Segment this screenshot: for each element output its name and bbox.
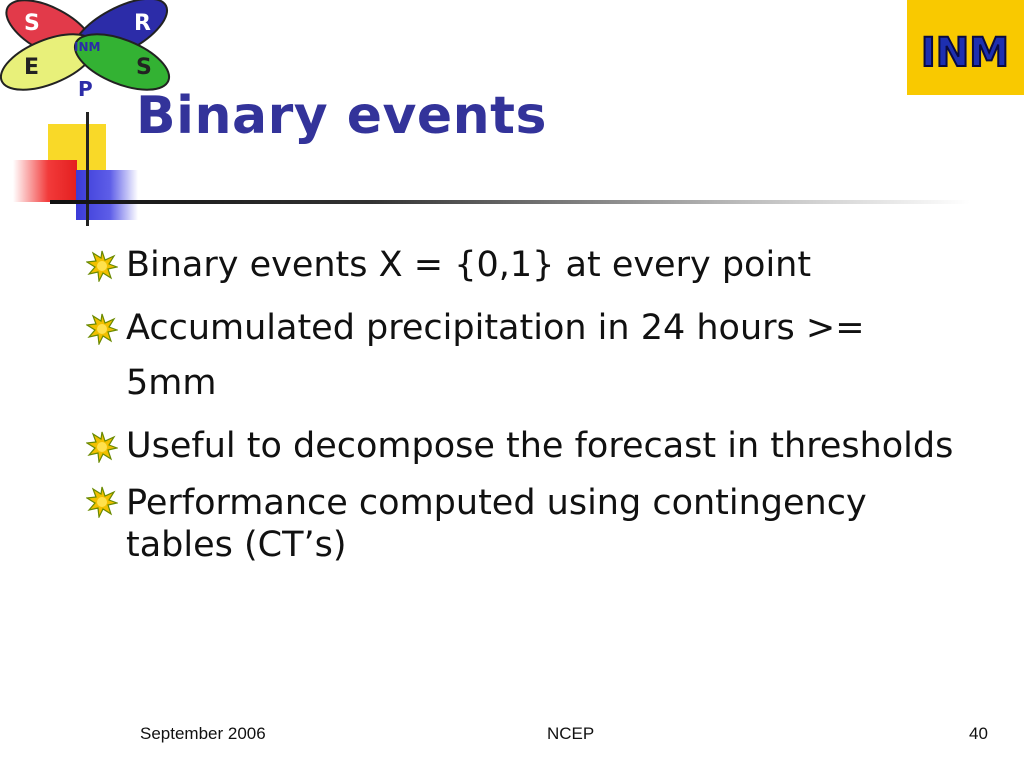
logo-letter-s1: S bbox=[24, 11, 40, 36]
starburst-bullet-icon bbox=[86, 250, 118, 282]
slide-title: Binary events bbox=[136, 86, 547, 146]
starburst-bullet-icon bbox=[86, 431, 118, 463]
starburst-bullet-icon bbox=[86, 313, 118, 345]
bullet-text: Accumulated precipitation in 24 hours >= 5mm bbox=[126, 308, 865, 403]
bullet-text: Binary events X = {0,1} at every point bbox=[126, 245, 812, 285]
logo-letter-p: P bbox=[78, 77, 93, 100]
bullet-item bbox=[86, 419, 966, 474]
sreps-logo bbox=[0, 0, 180, 100]
title-underline bbox=[50, 200, 970, 204]
page-number: 40 bbox=[969, 724, 988, 743]
decor-red-bar bbox=[13, 160, 77, 202]
bullet-item bbox=[86, 482, 966, 566]
inm-logo-text: INM bbox=[920, 30, 1010, 76]
bullet-text: Performance computed using contingency tables (CT’s) bbox=[126, 483, 867, 565]
logo-letter-e: E bbox=[24, 55, 40, 80]
bullet-text: Useful to decompose the forecast in thresholds bbox=[126, 426, 954, 466]
bullet-list bbox=[86, 238, 966, 574]
footer-date: September 2006 bbox=[140, 724, 266, 743]
starburst-bullet-icon bbox=[86, 486, 118, 518]
logo-letter-s2: S bbox=[136, 55, 152, 80]
decor-vertical-line bbox=[86, 112, 89, 226]
logo-center-inm: INM bbox=[74, 40, 101, 54]
bullet-item bbox=[86, 301, 966, 411]
logo-letter-r: R bbox=[134, 11, 151, 36]
inm-logo bbox=[907, 0, 1024, 95]
bullet-item bbox=[86, 238, 966, 293]
footer-center-text: NCEP bbox=[547, 724, 595, 743]
